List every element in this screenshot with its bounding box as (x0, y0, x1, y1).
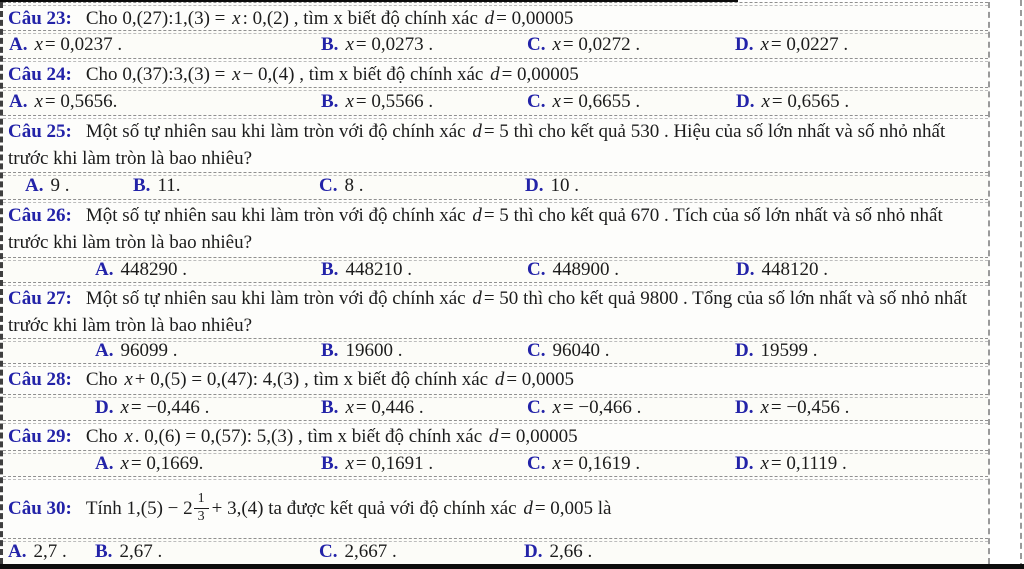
math-variable: d (472, 205, 482, 226)
question-row-cau-26 (3, 199, 988, 257)
option-letter: D. (735, 396, 754, 418)
question-text: Một số tự nhiên sau khi làm tròn với độ chính xác (85, 205, 471, 226)
question-text: , tìm x biết độ chính xác (299, 369, 493, 390)
option-letter: C. (319, 175, 338, 196)
option-variable: x (552, 33, 561, 55)
math-expression: = 0,0005 (506, 369, 575, 390)
answer-option (9, 34, 122, 56)
math-variable: x (232, 64, 241, 85)
fraction-numerator: 1 (194, 492, 209, 509)
option-value: = 0,446 . (355, 396, 424, 418)
option-value: 8 . (344, 175, 364, 196)
option-value: = 0,1691 . (355, 452, 434, 474)
option-variable: x (120, 452, 129, 474)
answer-option (527, 34, 640, 56)
math-expression: 0,(27):1,(3) = (122, 8, 231, 29)
page-right-edge-line (1020, 0, 1022, 569)
option-value: = 0,1619 . (562, 452, 641, 474)
math-expression: : 0,(2) (242, 8, 289, 29)
math-expression: = 0,005 (534, 497, 594, 519)
option-letter: B. (95, 540, 113, 562)
answer-option (319, 175, 363, 197)
option-value: 19599 . (760, 340, 818, 361)
option-variable: x (552, 396, 561, 418)
option-value: 96040 . (552, 340, 610, 361)
option-variable: x (761, 90, 770, 112)
math-variable: d (488, 426, 499, 447)
question-row-cau-25 (3, 115, 988, 172)
answer-option (524, 541, 592, 563)
option-letter: D. (735, 340, 754, 361)
answer-option (9, 91, 117, 113)
option-value: = 0,6565 . (771, 90, 850, 112)
math-variable: d (484, 8, 495, 29)
answer-option (735, 340, 817, 362)
option-letter: D. (524, 540, 543, 562)
options-row-cau-24 (3, 87, 988, 115)
answer-option (527, 91, 640, 113)
math-expression: = 0,00005 (501, 64, 579, 85)
answer-option (321, 397, 424, 419)
question-text: , tìm x biết độ chính xác (289, 8, 483, 29)
answer-option (319, 541, 397, 563)
math-expression: = 0,00005 (496, 8, 574, 29)
math-expression: = 50 (483, 288, 519, 309)
math-variable: d (494, 369, 505, 390)
option-letter: A. (9, 90, 28, 112)
question-row-cau-29 (3, 420, 988, 450)
option-value: 2,67 . (119, 540, 163, 562)
answer-option (321, 453, 433, 475)
math-expression: 0,(37):3,(3) = (122, 64, 231, 85)
math-expression: + 0,(5) = 0,(47): 4,(3) (134, 369, 300, 390)
option-variable: x (345, 33, 354, 55)
answer-option (527, 397, 641, 419)
option-value: 448210 . (345, 259, 412, 280)
option-letter: D. (735, 452, 754, 474)
question-text: Một số tự nhiên sau khi làm tròn với độ chính xác (85, 288, 471, 309)
options-row-cau-30 (3, 538, 988, 564)
answer-option (95, 340, 177, 362)
option-value: 9 . (50, 175, 70, 196)
options-row-cau-23 (3, 30, 988, 58)
option-value: 10 . (550, 175, 579, 196)
question-text: Cho (85, 369, 123, 390)
quiz-worksheet (0, 2, 990, 564)
option-letter: A. (95, 340, 114, 361)
option-variable: x (760, 396, 769, 418)
top-border-bar (0, 0, 738, 2)
options-row-cau-25 (3, 172, 988, 199)
option-value: = 0,5656. (44, 90, 118, 112)
option-value: = −0,456 . (770, 396, 850, 418)
option-letter: D. (736, 259, 755, 280)
option-letter: C. (527, 90, 546, 112)
option-letter: D. (735, 33, 754, 55)
question-text: Cho (85, 64, 123, 85)
question-number: Câu 23: (8, 8, 72, 29)
option-value: 448290 . (120, 259, 187, 280)
option-letter: B. (321, 90, 339, 112)
answer-option (95, 541, 162, 563)
answer-option (527, 340, 609, 362)
math-variable: d (490, 64, 500, 85)
fraction (194, 492, 209, 524)
option-letter: B. (133, 175, 151, 196)
question-number: Câu 25: (8, 121, 72, 142)
option-variable: x (34, 90, 43, 112)
option-value: = 0,6655 . (562, 90, 641, 112)
question-row-cau-28 (3, 363, 988, 394)
answer-option (321, 340, 402, 362)
question-text: thì cho kết quả 9800 . Tổng của số lớn nhất và số nhỏ nhất trước khi làm tròn là bao nhiêu? (8, 288, 968, 336)
options-row-cau-27 (3, 338, 988, 363)
math-expression: . 0,(6) = 0,(57): 5,(3) (134, 426, 294, 447)
answer-option (735, 34, 848, 56)
option-variable: x (760, 33, 769, 55)
option-letter: D. (525, 175, 544, 196)
math-variable: x (124, 369, 133, 390)
question-text: , tìm x biết độ chính xác (294, 64, 489, 85)
question-row-cau-24 (3, 58, 988, 87)
option-value: 19600 . (345, 340, 403, 361)
option-variable: x (345, 452, 354, 474)
option-letter: A. (95, 259, 114, 280)
math-variable: x (232, 8, 241, 29)
option-value: = 0,0227 . (770, 33, 849, 55)
option-letter: C. (527, 452, 546, 474)
option-value: = 0,0237 . (44, 33, 123, 55)
math-expression: = 5 (483, 205, 509, 226)
option-letter: B. (321, 259, 339, 280)
option-variable: x (760, 452, 769, 474)
answer-option (95, 397, 209, 419)
bottom-border-bar (0, 564, 1024, 569)
option-letter: C. (527, 396, 546, 418)
math-variable: d (523, 497, 533, 519)
option-variable: x (552, 90, 561, 112)
option-letter: B. (321, 452, 339, 474)
answer-option (321, 91, 433, 113)
option-letter: B. (321, 396, 339, 418)
question-text: Tính (85, 497, 127, 519)
option-value: 2,667 . (344, 540, 397, 562)
answer-option (736, 91, 849, 113)
math-variable: d (472, 121, 482, 142)
question-text: là (593, 497, 612, 519)
math-variable: x (124, 426, 133, 447)
option-letter: A. (25, 175, 44, 196)
answer-option (736, 259, 828, 281)
option-letter: C. (319, 540, 338, 562)
option-letter: A. (9, 33, 28, 55)
answer-option (8, 541, 67, 563)
option-value: 2,66 . (549, 540, 593, 562)
answer-option (735, 397, 849, 419)
option-letter: D. (95, 396, 114, 418)
question-text: Cho (85, 8, 123, 29)
answer-option (321, 34, 433, 56)
question-row-cau-23 (3, 2, 988, 30)
question-text: thì cho kết quả 530 . Hiệu của số lớn nhất và số nhỏ nhất trước khi làm tròn là bao nhiêu? (8, 121, 946, 169)
options-row-cau-26 (3, 257, 988, 282)
math-variable: d (472, 288, 482, 309)
option-value: 448120 . (761, 259, 828, 280)
option-letter: B. (321, 33, 339, 55)
answer-option (527, 453, 640, 475)
question-text: ta được kết quả với độ chính xác (263, 497, 522, 519)
option-value: = 0,1119 . (770, 452, 847, 474)
question-number: Câu 28: (8, 369, 72, 390)
answer-option (95, 453, 203, 475)
option-letter: A. (8, 540, 27, 562)
question-number: Câu 26: (8, 205, 72, 226)
option-variable: x (120, 396, 129, 418)
answer-option (321, 259, 412, 281)
math-expression: = 5 (483, 121, 509, 142)
question-number: Câu 30: (8, 497, 72, 519)
answer-option (25, 175, 69, 197)
option-value: = −0,466 . (562, 396, 642, 418)
option-value: 11. (157, 175, 181, 196)
option-letter: C. (527, 33, 546, 55)
option-letter: A. (95, 452, 114, 474)
question-text: Một số tự nhiên sau khi làm tròn với độ chính xác (85, 121, 471, 142)
question-row-cau-30 (3, 476, 988, 538)
option-letter: C. (527, 340, 546, 361)
option-variable: x (34, 33, 43, 55)
option-variable: x (552, 452, 561, 474)
question-text: Cho (85, 426, 123, 447)
math-expression: − 0,(4) (242, 64, 295, 85)
option-letter: C. (527, 259, 546, 280)
answer-option (525, 175, 579, 197)
question-number: Câu 24: (8, 64, 72, 85)
answer-option (527, 259, 619, 281)
option-letter: B. (321, 340, 339, 361)
question-row-cau-27 (3, 282, 988, 338)
option-value: 448900 . (552, 259, 619, 280)
question-text: , tìm x biết độ chính xác (293, 426, 487, 447)
option-value: = 0,1669. (130, 452, 204, 474)
option-variable: x (345, 396, 354, 418)
option-value: = −0,446 . (130, 396, 210, 418)
answer-option (735, 453, 847, 475)
option-value: = 0,0273 . (355, 33, 434, 55)
answer-option (95, 259, 187, 281)
question-text: thì cho kết quả 670 . Tích của số lớn nhất và số nhỏ nhất trước khi làm tròn là bao nhiêu? (8, 205, 943, 253)
option-value: = 0,0272 . (562, 33, 641, 55)
options-row-cau-28 (3, 394, 988, 420)
math-expression: = 0,00005 (500, 426, 578, 447)
options-row-cau-29 (3, 450, 988, 476)
question-number: Câu 29: (8, 426, 72, 447)
question-number: Câu 27: (8, 288, 72, 309)
option-value: = 0,5566 . (355, 90, 434, 112)
math-expression: + 3,(4) (211, 497, 264, 519)
math-expression: 1,(5) − 2 (126, 497, 193, 519)
option-variable: x (345, 90, 354, 112)
answer-option (133, 175, 180, 197)
option-value: 2,7 . (33, 540, 67, 562)
fraction-denominator: 3 (197, 509, 205, 524)
option-value: 96099 . (120, 340, 178, 361)
option-letter: D. (736, 90, 755, 112)
